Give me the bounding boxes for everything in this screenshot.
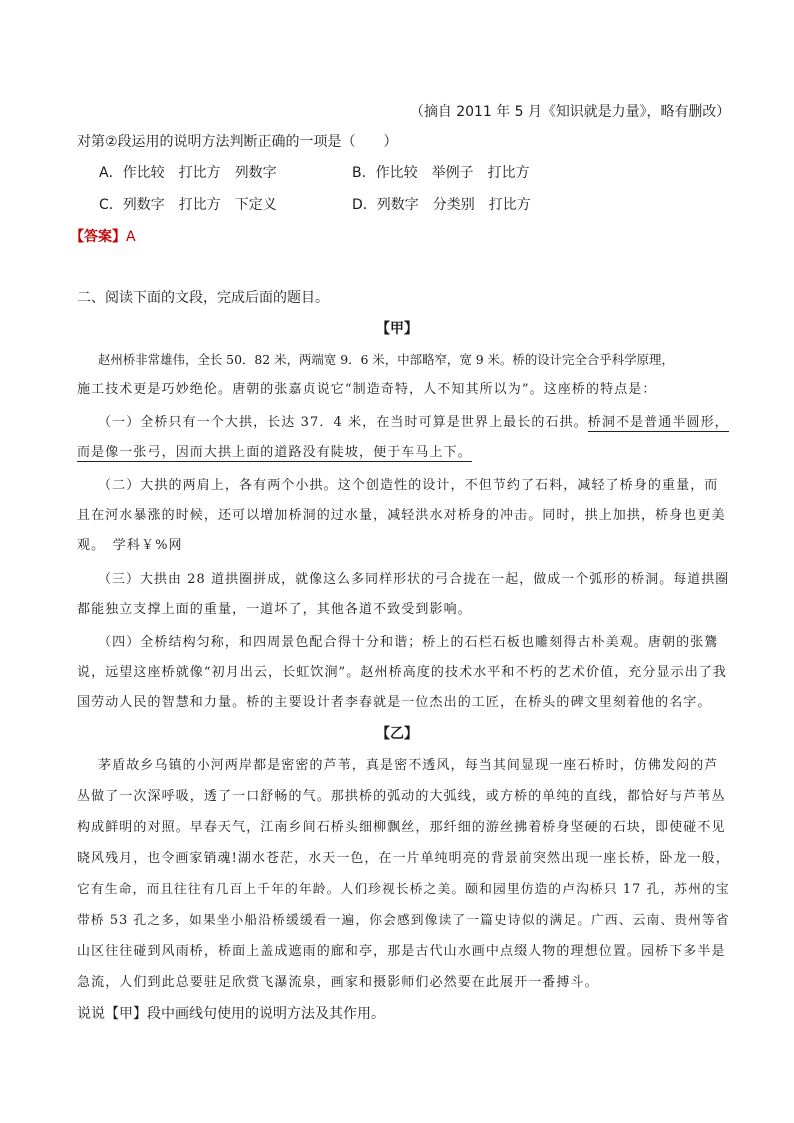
paragraph-1-line-1 [98,413,729,433]
paragraph-4-line-3: 国劳动人民的智慧和力量。桥的主要设计者李春就是一位杰出的工匠，在桥头的碑文里刻着他的名字。 [77,695,712,710]
section-heading: 二、阅读下面的文段，完成后面的题目。 [77,290,329,306]
yi-line-8: 急流，人们到此总要驻足欣赏飞瀑流泉，画家和摄影师们必然要在此展开一番搏斗。 [77,975,599,990]
option-b: B．作比较 举例子 打比方 [352,165,530,181]
jia-title: 【甲】 [376,321,418,337]
answer-line [70,227,136,247]
source-note: （摘自 2011 年 5 月《知识就是力量》，略有删改） [410,104,731,120]
jia-line-2: 施工技术更是巧妙绝伦。唐朝的张嘉贞说它“制造奇特，人不知其所以为”。这座桥的特点是： [77,382,657,397]
option-d: D．列数字 分类别 打比方 [352,197,531,213]
jia-line-1: 赵州桥非常雄伟，全长 50．82 米，两端宽 9．6 米，中部略窄，宽 9 米。桥的设计完全合乎科学原理， [98,352,674,367]
underlined-sentence-part-1: 桥洞不是普通半圆形， [587,415,729,430]
paragraph-1-plain: （一）全桥只有一个大拱，长达 37．4 米，在当时可算是世界上最长的石拱。 [98,415,588,430]
yi-line-7: 山区往往碰到风雨桥，桥面上盖成遮雨的廊和亭，那是古代山水画中点缀人物的理想位置。园桥下多半是 [77,944,726,959]
question-stem: 对第②段运用的说明方法判断正确的一项是（ ） [77,134,398,150]
yi-line-2: 丛做了一次深呼吸，透了一口舒畅的气。那拱桥的弧动的大弧线，或方桥的单纯的直线，都恰好与芦苇丛 [77,789,726,804]
answer-value: A [126,229,136,245]
yi-line-1: 茅盾故乡乌镇的小河两岸都是密密的芦苇，真是密不透风，每当其间显现一座石桥时，仿佛发闷的芦 [98,758,719,773]
option-c: C．列数字 打比方 下定义 [99,197,277,213]
yi-line-5: 它有生命，而且往往有几百上千年的年龄。人们珍视长桥之美。颐和园里仿造的卢沟桥只 17 孔，苏州的宝 [77,882,730,897]
yi-title: 【乙】 [376,726,418,742]
yi-line-4: 晓风残月，也令画家销魂!湖水苍茫，水天一色，在一片单纯明亮的背景前突然出现一座长桥，卧龙一般， [77,851,730,866]
question-prompt: 说说【甲】段中画线句使用的说明方法及其作用。 [77,1006,385,1022]
option-a: A．作比较 打比方 列数字 [99,165,277,181]
yi-line-6: 带桥 53 孔之多，如果坐小船沿桥缓缓看一遍，你会感到像读了一篇史诗似的满足。广西、云南、贵州等省 [77,913,730,928]
paragraph-4-line-2: 说，远望这座桥就像“初月出云，长虹饮涧”。赵州桥高度的技术水平和不朽的艺术价值，充分显示出了我 [77,665,727,680]
paragraph-4-line-1: （四）全桥结构匀称，和四周景色配合得十分和谐；桥上的石栏石板也雕刻得古朴美观。唐朝的张鷟 [98,635,719,650]
underlined-sentence-part-2: 而是像一张弓，因而大拱上面的道路没有陡坡，便于车马上下。 [77,445,472,460]
yi-line-3: 构成鲜明的对照。早春天气，江南乡间石桥头细柳飘丝，那纤细的游丝拂着桥身坚硬的石块，即使碰不见 [77,820,726,835]
paragraph-1-line-2 [77,443,472,463]
paragraph-2-line-1: （二）大拱的两肩上，各有两个小拱。这个创造性的设计，不但节约了石料，减轻了桥身的重量，而 [98,478,719,493]
paragraph-2-line-3: 观。 学科￥%网 [77,538,183,553]
answer-label: 【答案】 [70,229,126,245]
paragraph-3-line-2: 都能独立支撑上面的重量，一道坏了，其他各道不致受到影响。 [77,602,472,617]
paragraph-3-line-1: （三）大拱由 28 道拱圈拼成，就像这么多同样形状的弓合拢在一起，做成一个弧形的桥洞。每道拱圈 [98,572,730,587]
paragraph-2-line-2: 且在河水暴涨的时候，还可以增加桥洞的过水量，减轻洪水对桥身的冲击。同时，拱上加拱，桥身也更美 [77,508,726,523]
